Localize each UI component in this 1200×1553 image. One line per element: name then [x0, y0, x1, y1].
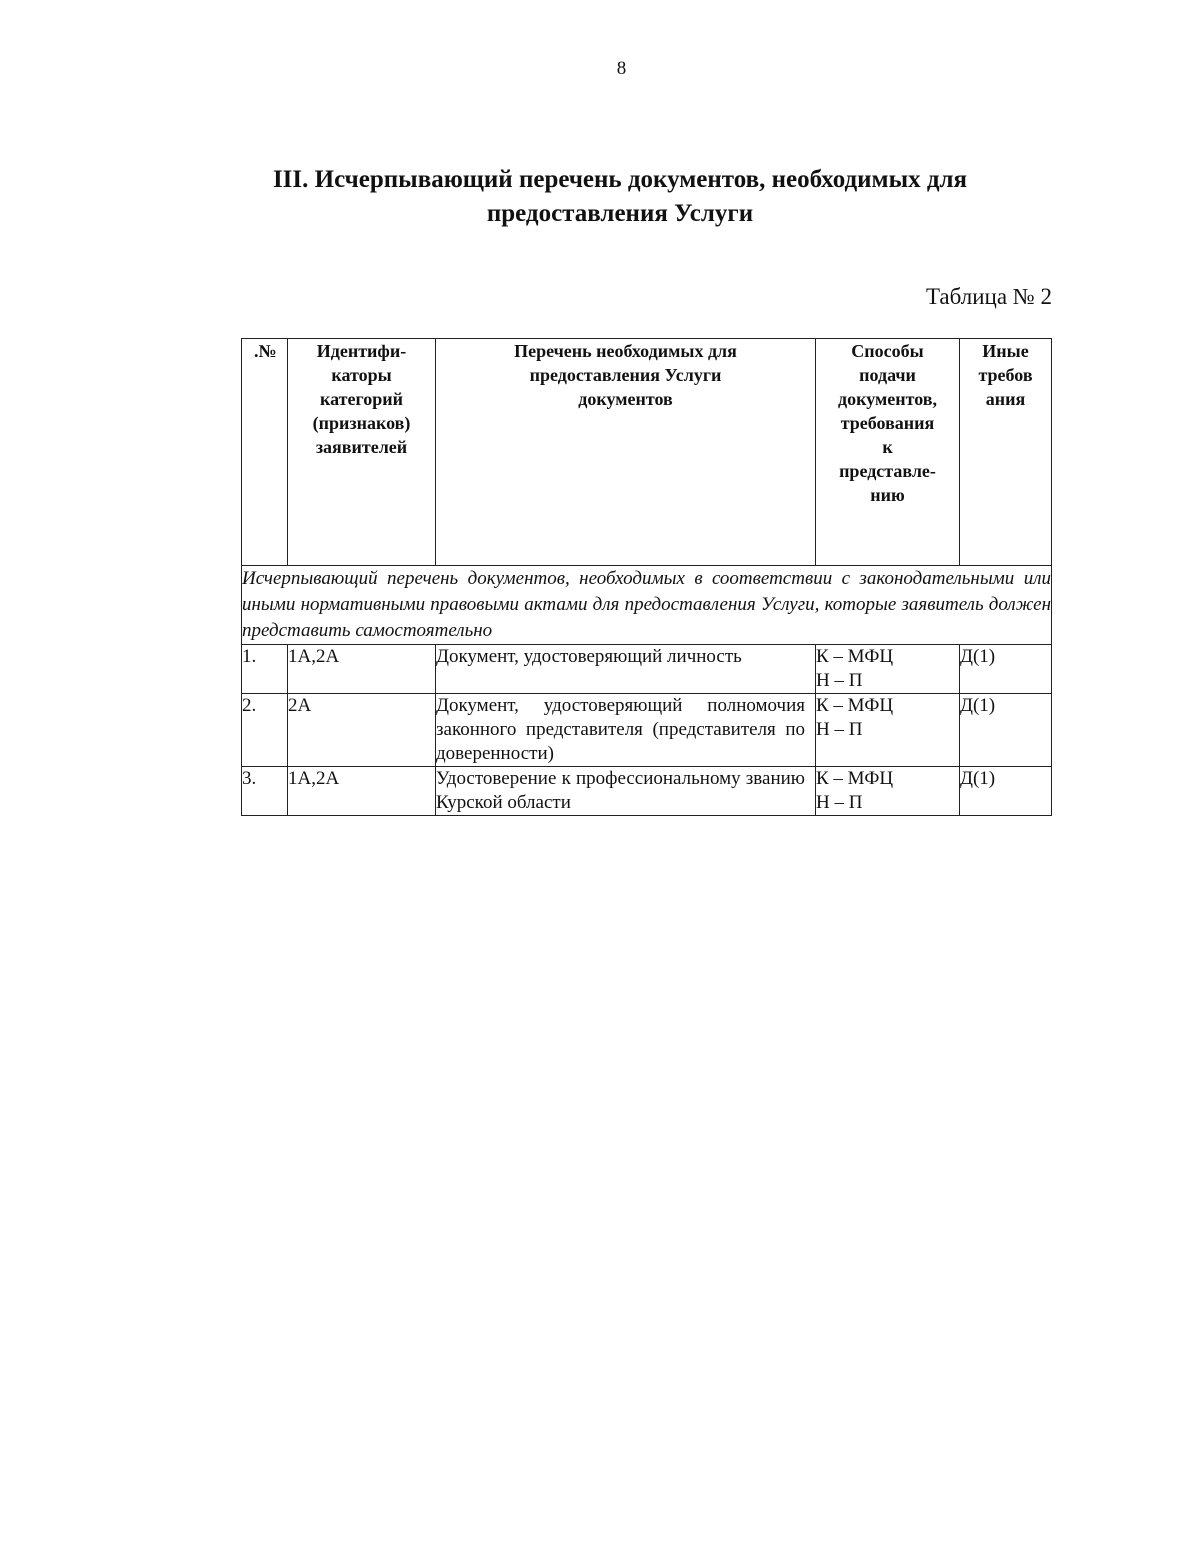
- row-document: Документ, удостоверяющий полномочия законного представителя (представителя по доверенности): [436, 694, 816, 767]
- row-num: 3.: [242, 767, 288, 816]
- table-row: [242, 694, 1052, 767]
- header-other: Иные требов ания: [960, 339, 1052, 566]
- table-row: [242, 645, 1052, 694]
- row-other: Д(1): [960, 694, 1052, 767]
- row-document: Удостоверение к профессиональному званию Курской области: [436, 767, 816, 816]
- row-methods: К – МФЦ Н – П: [816, 767, 960, 816]
- header-methods: Способы подачи документов, требования к представле- нию: [816, 339, 960, 566]
- row-num: 2.: [242, 694, 288, 767]
- section-title-line-1: III. Исчерпывающий перечень документов, необходимых для: [272, 166, 968, 193]
- row-methods: К – МФЦ Н – П: [816, 645, 960, 694]
- table-header-row: [242, 339, 1052, 566]
- header-identifiers: Идентифи- каторы категорий (признаков) заявителей: [288, 339, 436, 566]
- row-identifiers: 1А,2А: [288, 645, 436, 694]
- page-number: 8: [616, 58, 627, 79]
- row-identifiers: 1А,2А: [288, 767, 436, 816]
- section-title: [220, 163, 1020, 231]
- table-caption: Таблица № 2: [925, 284, 1052, 309]
- header-num: .№: [242, 339, 288, 566]
- table-group-row: [242, 566, 1052, 645]
- row-identifiers: 2А: [288, 694, 436, 767]
- row-methods: К – МФЦ Н – П: [816, 694, 960, 767]
- documents-table: [241, 338, 1052, 816]
- row-document: Документ, удостоверяющий личность: [436, 645, 816, 694]
- group-label: Исчерпывающий перечень документов, необходимых в соответствии с законодательными или иными нормативными правовыми актами для предоставления Услуги, которые заявитель должен представить самостоятельно: [242, 566, 1052, 645]
- section-title-line-2: предоставления Услуги: [486, 200, 754, 227]
- header-documents: Перечень необходимых для предоставления Услуги документов: [436, 339, 816, 566]
- row-other: Д(1): [960, 767, 1052, 816]
- row-other: Д(1): [960, 645, 1052, 694]
- row-num: 1.: [242, 645, 288, 694]
- table-row: [242, 767, 1052, 816]
